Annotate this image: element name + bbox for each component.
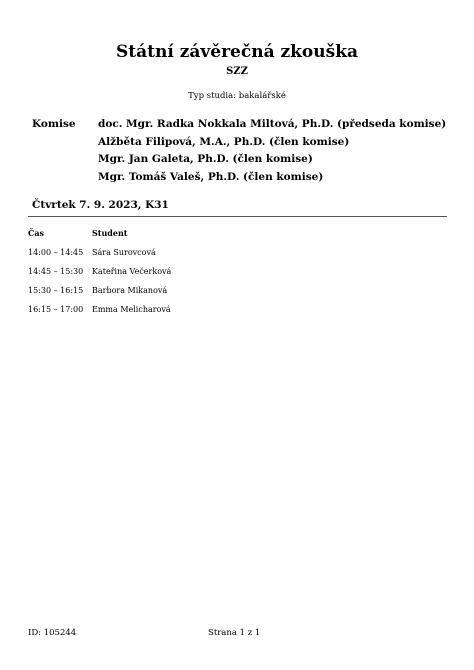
student-cell: Emma Melicharová [92, 305, 171, 314]
table-row [28, 305, 447, 324]
committee-member: Mgr. Tomáš Valeš, Ph.D. (člen komise) [98, 170, 324, 183]
day-heading: Čtvrtek 7. 9. 2023, K31 [32, 199, 169, 211]
schedule-table [28, 228, 447, 324]
footer-page-number: Strana 1 z 1 [208, 628, 261, 638]
committee-member: Alžběta Filipová, M.A., Ph.D. (člen komise) [98, 135, 350, 148]
footer-id: ID: 105244 [28, 628, 77, 638]
committee-list [98, 118, 446, 188]
time-cell: 16:15 – 17:00 [28, 305, 84, 314]
committee-label: Komise [32, 118, 76, 130]
committee-member: Mgr. Jan Galeta, Ph.D. (člen komise) [98, 153, 313, 165]
student-cell: Kateřina Večerková [92, 267, 172, 276]
document-title: Státní závěrečná zkouška [115, 42, 358, 62]
time-cell: 15:30 – 16:15 [28, 286, 84, 295]
table-row [28, 267, 447, 286]
table-header-row [28, 228, 447, 248]
student-cell: Barbora Mikanová [92, 286, 168, 295]
student-cell: Sára Surovcová [92, 248, 156, 257]
time-cell: 14:00 – 14:45 [28, 248, 84, 257]
time-cell: 14:45 – 15:30 [28, 267, 84, 276]
committee-member: doc. Mgr. Radka Nokkala Miltová, Ph.D. (předseda komise) [98, 118, 447, 130]
column-header-time: Čas [28, 228, 45, 238]
table-row [28, 248, 447, 267]
divider [28, 216, 447, 217]
study-type: Typ studia: bakalářské [188, 91, 286, 101]
document-subtitle: SZZ [226, 66, 248, 77]
table-row [28, 286, 447, 305]
column-header-student: Student [92, 228, 128, 238]
